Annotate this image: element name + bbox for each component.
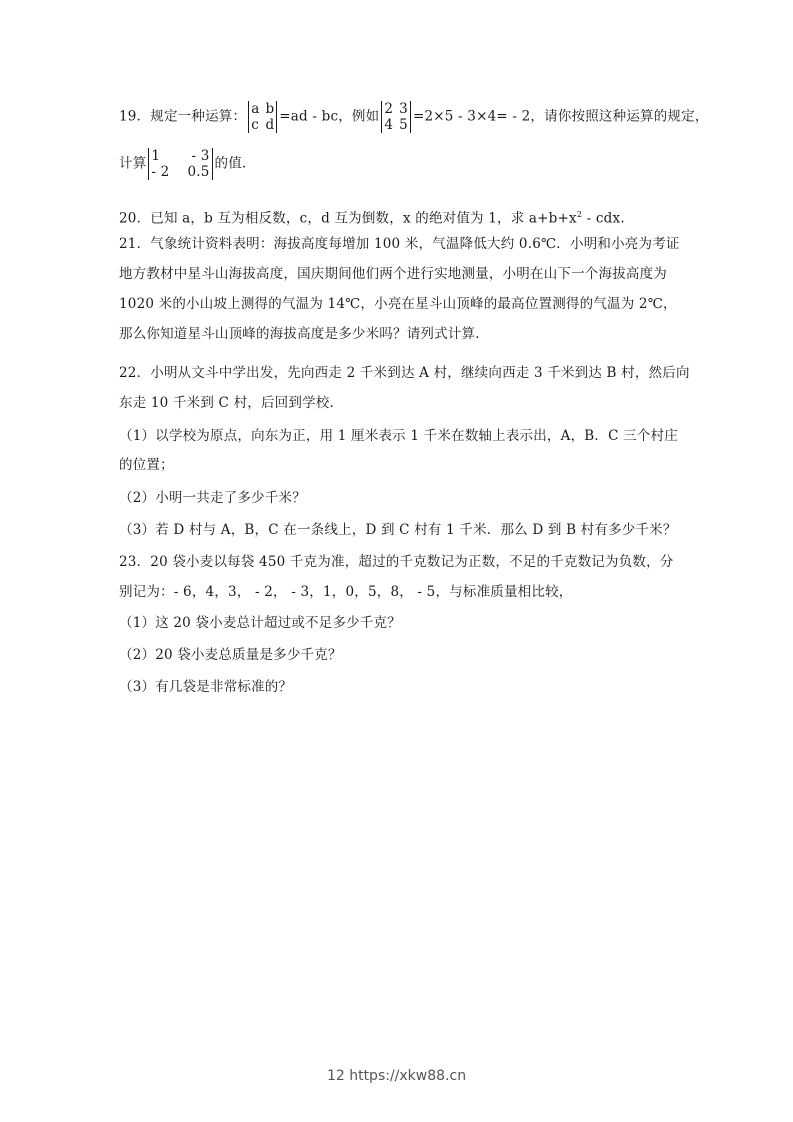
- q19-suffix: =2×5 - 3×4= - 2，请你按照这种运算的规定，: [412, 108, 709, 125]
- det-cell: 5: [399, 117, 408, 133]
- determinant-example: [381, 101, 411, 133]
- question-22-line-1: 22．小明从文斗中学出发，先向西走 2 千米到达 A 村，继续向西走 3 千米到达 B 村，然后向: [119, 365, 690, 381]
- det-cell: 0.5: [187, 164, 210, 180]
- page-footer: 12 https://xkw88.cn: [326, 1068, 467, 1084]
- det-cell: d: [265, 117, 275, 133]
- q20-text-end: - cdx.: [582, 210, 625, 227]
- q20-superscript: 2: [576, 210, 583, 219]
- question-23-line-1: 23．20 袋小麦以每袋 450 千克为准，超过的千克数记为正数，不足的千克数记为负数，分: [119, 554, 674, 570]
- question-22-part-2: （2）小明一共走了多少千米？: [119, 490, 306, 506]
- question-22-part-3: （3）若 D 村与 A，B，C 在一条线上，D 到 C 村有 1 千米．那么 D 到 B 村有多少千米？: [119, 522, 677, 538]
- question-22-part-1-cont: 的位置；: [119, 457, 174, 473]
- det-cell: 1: [151, 148, 161, 164]
- question-20: [119, 206, 625, 228]
- question-21-line-4: 那么你知道星斗山顶峰的海拔高度是多少米吗？请列式计算.: [119, 326, 480, 342]
- question-21-line-2: 地方教材中星斗山海拔高度，国庆期间他们两个进行实地测量，小明在山下一个海拔高度为: [119, 266, 667, 282]
- det-cell: a: [251, 101, 260, 117]
- det-cell: 3: [399, 101, 408, 117]
- q19-line2-prefix: 计算: [119, 155, 147, 172]
- question-23-part-3: （3）有几袋是非常标准的？: [119, 679, 293, 695]
- det-cell: 4: [384, 117, 394, 133]
- question-23-part-1: （1）这 20 袋小麦总计超过或不足多少千克？: [119, 615, 401, 631]
- q19-prefix: 19．规定一种运算：: [119, 108, 247, 125]
- question-21-line-3: 1020 米的小山坡上测得的气温为 14℃，小亮在星斗山顶峰的最高位置测得的气温为 2℃，: [119, 296, 677, 312]
- q19-mid: =ad - bc，例如: [279, 108, 380, 125]
- question-19-line-1: [119, 101, 709, 133]
- question-21-line-1: 21．气象统计资料表明：海拔高度每增加 100 米，气温降低大约 0.6℃．小明和小亮为考证: [119, 236, 680, 252]
- question-22-part-1: （1）以学校为原点，向东为正，用 1 厘米表示 1 千米在数轴上表示出，A，B．C 三个村庄: [119, 428, 678, 444]
- question-23-line-2: 别记为：- 6，4，3， - 2， - 3，1，0，5，8， - 5，与标准质量相比较，: [119, 584, 573, 600]
- determinant-abcd: [248, 101, 277, 133]
- question-23-part-2: （2）20 袋小麦总质量是多少千克？: [119, 647, 342, 663]
- q20-text: 20．已知 a，b 互为相反数，c，d 互为倒数，x 的绝对值为 1，求 a+b+x: [119, 210, 577, 227]
- det-cell: b: [265, 101, 275, 117]
- q19-line2-suffix: 的值.: [214, 155, 247, 172]
- det-cell: - 2: [151, 164, 170, 180]
- det-cell: 2: [384, 101, 394, 117]
- determinant-to-compute: [148, 148, 212, 180]
- question-19-line-2: [119, 148, 246, 180]
- det-cell: - 3: [191, 148, 210, 164]
- det-cell: c: [251, 117, 259, 133]
- question-22-line-2: 东走 10 千米到 C 村，后回到学校.: [119, 395, 334, 411]
